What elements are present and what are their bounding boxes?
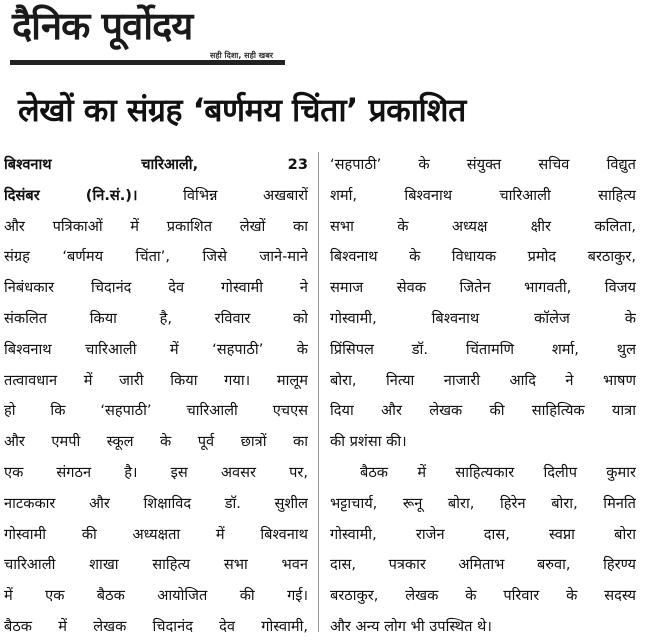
article-line: तत्वावधान में जारी किया गया। मालूम [4,371,308,389]
article-line: बिश्वनाथ चारिआली में ‘सहपाठी’ के [4,340,308,358]
article-line: भट्टाचार्य, रूनू बोरा, हिरेन बोरा, मिनति [330,494,636,512]
article-line: बोरा, नित्या नाजारी आदि ने भाषण [330,371,636,389]
article-line: बिश्वनाथ के विधायक प्रमोद बरठाकुर, [330,248,636,266]
article-column-left [4,150,308,643]
article-line: दिया और लेखक की साहित्यिक यात्रा [330,402,636,420]
article-line: शर्मा, बिश्वनाथ चारिआली साहित्य [330,186,636,204]
newspaper-tagline: सही दिशा, सही खबर [210,51,274,60]
article-line: संकलित किया है, रविवार को [4,309,308,327]
article-line: बैठक में लेखक चिदानंद देव गोस्वामी, [4,617,308,635]
masthead [10,2,285,68]
article-line: और एमपी स्कूल के पूर्व छात्रों का [4,433,308,451]
article-column-right [330,150,636,643]
article-line: नाटककार और शिक्षाविद डॉ. सुशील [4,494,308,512]
article-line: हो कि ‘सहपाठी’ चारिआली एचएस [4,402,308,420]
article-line: प्रिंसिपल डॉ. चिंतामणि शर्मा, थुल [330,340,636,358]
article-line [4,181,308,212]
dateline: बिश्वनाथ चारिआली, 23 [4,156,308,173]
article-line: चारिआली शाखा साहित्य सभा भवन [4,556,308,574]
article-line: गोस्वामी, राजेन दास, स्वप्ना बोरा [330,525,636,543]
article-line: संग्रह ‘बर्णमय चिंता’, जिसे जाने-माने [4,248,308,266]
article-line: निबंधकार चिदानंद देव गोस्वामी ने [4,279,308,297]
article-line: सभा के अध्यक्ष क्षीर कलिता, [330,217,636,235]
article-line: बैठक में साहित्यकार दिलीप कुमार [360,463,636,481]
masthead-rule [10,60,285,65]
article-line: बरठाकुर, लेखक के परिवार के सदस्य [330,587,636,605]
column-divider [318,152,319,632]
article-line: गोस्वामी की अध्यक्षता में बिश्वनाथ [4,525,308,543]
article-line: समाज सेवक जितेन भागवती, विजय [330,279,636,297]
article-line: गोस्वामी, बिश्वनाथ कॉलेज के [330,309,636,327]
article-line: ‘सहपाठी’ के संयुक्त सचिव विद्युत [330,156,636,173]
article-headline: लेखों का संग्रह ‘बर्णमय चिंता’ प्रकाशित [18,91,466,129]
article-line: में एक बैठक आयोजित की गई। [4,587,308,605]
article-line: और अन्य लोग भी उपस्थित थे। [330,617,492,635]
article-line: की प्रशंसा की। [330,433,407,451]
article-text: विभिन्न अखबारों [137,186,308,204]
article-line: दास, पत्रकार अमिताभ बरुवा, हिरण्य [330,556,636,574]
article-line: एक संगठन है। इस अवसर पर, [4,463,308,481]
article-line: और पत्रिकाओं में प्रकाशित लेखों का [4,217,308,235]
article-line [4,150,308,181]
dateline: दिसंबर (नि.सं.)। [4,186,138,204]
newspaper-logo: दैनिक पूर्वोदय [12,4,193,48]
